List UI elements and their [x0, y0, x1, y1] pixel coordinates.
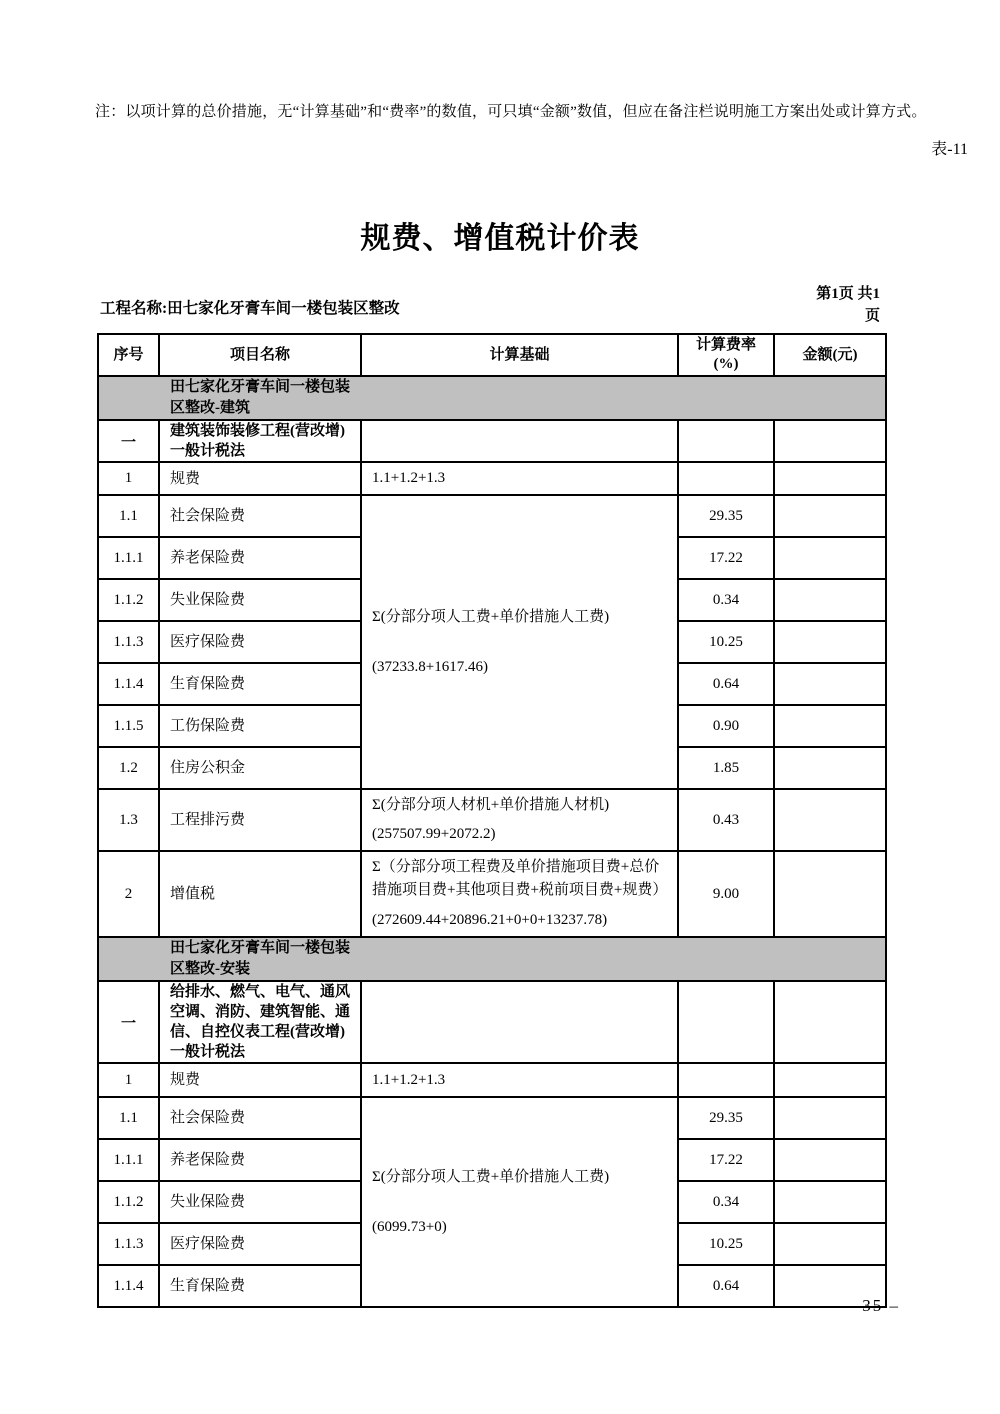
row-no: 1.2 [98, 747, 159, 789]
page-count-line1: 第1页 共1 [816, 286, 880, 302]
row-basis [361, 851, 678, 937]
basis-values: (257507.99+2072.2) [372, 826, 496, 842]
row-no: 1.1.1 [98, 537, 159, 579]
row-amount-cell [774, 1063, 886, 1097]
table-row [98, 1063, 886, 1097]
fees-vat-table [97, 333, 887, 1308]
row-rate-cell [678, 420, 774, 462]
row-no: 1.1.1 [98, 1139, 159, 1181]
row-no: 1.1 [98, 495, 159, 537]
table-row [98, 851, 886, 937]
row-name: 工伤保险费 [159, 705, 361, 747]
row-amount-cell [774, 462, 886, 495]
row-rate: 29.35 [678, 1097, 774, 1139]
row-rate: 0.34 [678, 579, 774, 621]
row-amount-cell [774, 705, 886, 747]
row-rate: 0.64 [678, 663, 774, 705]
basis-formula: Σ(分部分项人材机+单价措施人材机) [372, 797, 610, 813]
row-amount-cell [774, 1139, 886, 1181]
row-basis-merged [361, 495, 678, 789]
row-rate: 0.64 [678, 1265, 774, 1307]
table-header-row [98, 334, 886, 376]
footnote-text: 注：以项计算的总价措施，无“计算基础”和“费率”的数值，可只填“金额”数值，但应在备注栏说明施工方案出处或计算方式。 [95, 104, 927, 120]
row-rate-cell [678, 462, 774, 495]
group-row-installation [98, 937, 886, 981]
row-no: 1.1.5 [98, 705, 159, 747]
table-number-label: 表-11 [931, 141, 968, 158]
row-no: 一 [98, 981, 159, 1063]
group-band-cell [98, 937, 886, 981]
basis-formula: Σ（分部分项工程费及单价措施项目费+总价措施项目费+其他项目费+税前项目费+规费） [372, 859, 668, 898]
row-name: 生育保险费 [159, 1265, 361, 1307]
row-rate: 17.22 [678, 537, 774, 579]
row-name: 工程排污费 [159, 789, 361, 851]
row-name: 给排水、燃气、电气、通风空调、消防、建筑智能、通信、自控仪表工程(营改增)一般计税法 [159, 981, 361, 1063]
row-amount-cell [774, 495, 886, 537]
row-no: 1.1.2 [98, 1181, 159, 1223]
row-rate: 0.34 [678, 1181, 774, 1223]
table-row [98, 1097, 886, 1139]
row-rate: 1.85 [678, 747, 774, 789]
row-no: 1.1.3 [98, 1223, 159, 1265]
row-rate-cell [678, 981, 774, 1063]
basis-values: (272609.44+20896.21+0+0+13237.78) [372, 912, 608, 928]
basis-values: (37233.8+1617.46) [372, 658, 488, 675]
row-amount-cell [774, 1223, 886, 1265]
row-no: 1.1.4 [98, 663, 159, 705]
row-rate: 17.22 [678, 1139, 774, 1181]
row-amount-cell [774, 981, 886, 1063]
col-header-name: 项目名称 [159, 334, 361, 376]
row-no: 1.1.2 [98, 579, 159, 621]
row-name: 养老保险费 [159, 537, 361, 579]
row-basis-merged [361, 1097, 678, 1307]
row-name: 生育保险费 [159, 663, 361, 705]
row-name: 养老保险费 [159, 1139, 361, 1181]
row-amount-cell [774, 579, 886, 621]
col-header-basis: 计算基础 [361, 334, 678, 376]
row-amount-cell [774, 789, 886, 851]
category-row [98, 420, 886, 462]
row-basis-cell [361, 981, 678, 1063]
col-header-rate-line1: 计算费率 [695, 337, 756, 353]
row-name: 医疗保险费 [159, 1223, 361, 1265]
basis-formula: Σ(分部分项人工费+单价措施人工费) [372, 1168, 610, 1185]
row-rate: 10.25 [678, 1223, 774, 1265]
table-row [98, 789, 886, 851]
page-count-label [816, 283, 880, 327]
page-number: – 35 – [845, 1296, 900, 1315]
row-amount-cell [774, 420, 886, 462]
row-basis [361, 789, 678, 851]
row-amount-cell [774, 663, 886, 705]
row-no: 1.1 [98, 1097, 159, 1139]
row-amount-cell [774, 1181, 886, 1223]
row-name: 增值税 [159, 851, 361, 937]
group-band-cell [98, 376, 886, 420]
row-name: 规费 [159, 1063, 361, 1097]
row-no: 2 [98, 851, 159, 937]
row-no: 1 [98, 462, 159, 495]
row-basis: 1.1+1.2+1.3 [361, 1063, 678, 1097]
row-name: 医疗保险费 [159, 621, 361, 663]
row-name: 失业保险费 [159, 1181, 361, 1223]
row-basis: 1.1+1.2+1.3 [361, 462, 678, 495]
row-name: 住房公积金 [159, 747, 361, 789]
row-rate: 9.00 [678, 851, 774, 937]
table-row [98, 462, 886, 495]
category-row [98, 981, 886, 1063]
row-name: 失业保险费 [159, 579, 361, 621]
table-row [98, 495, 886, 537]
row-rate: 10.25 [678, 621, 774, 663]
row-no: 一 [98, 420, 159, 462]
project-name-label: 工程名称:田七家化牙膏车间一楼包装区整改 [100, 300, 400, 317]
row-amount-cell [774, 537, 886, 579]
row-amount-cell [774, 747, 886, 789]
row-no: 1.1.3 [98, 621, 159, 663]
row-name: 规费 [159, 462, 361, 495]
row-amount-cell [774, 621, 886, 663]
page-title: 规费、增值税计价表 [360, 222, 640, 255]
group-title: 田七家化牙膏车间一楼包装区整改-建筑 [170, 379, 351, 416]
row-rate-cell [678, 1063, 774, 1097]
basis-formula: Σ(分部分项人工费+单价措施人工费) [372, 608, 610, 625]
row-no: 1.3 [98, 789, 159, 851]
group-title: 田七家化牙膏车间一楼包装区整改-安装 [170, 940, 351, 977]
row-rate: 0.43 [678, 789, 774, 851]
row-basis-cell [361, 420, 678, 462]
row-amount-cell [774, 851, 886, 937]
row-rate: 0.90 [678, 705, 774, 747]
col-header-rate [678, 334, 774, 376]
col-header-no: 序号 [98, 334, 159, 376]
page-count-line2: 页 [864, 308, 880, 324]
row-no: 1 [98, 1063, 159, 1097]
row-name: 社会保险费 [159, 1097, 361, 1139]
row-rate: 29.35 [678, 495, 774, 537]
row-name: 社会保险费 [159, 495, 361, 537]
row-name: 建筑装饰装修工程(营改增)一般计税法 [159, 420, 361, 462]
basis-values: (6099.73+0) [372, 1218, 447, 1235]
row-no: 1.1.4 [98, 1265, 159, 1307]
group-row-construction [98, 376, 886, 420]
col-header-rate-line2: (%) [713, 356, 739, 372]
col-header-amount: 金额(元) [774, 334, 886, 376]
row-amount-cell [774, 1097, 886, 1139]
